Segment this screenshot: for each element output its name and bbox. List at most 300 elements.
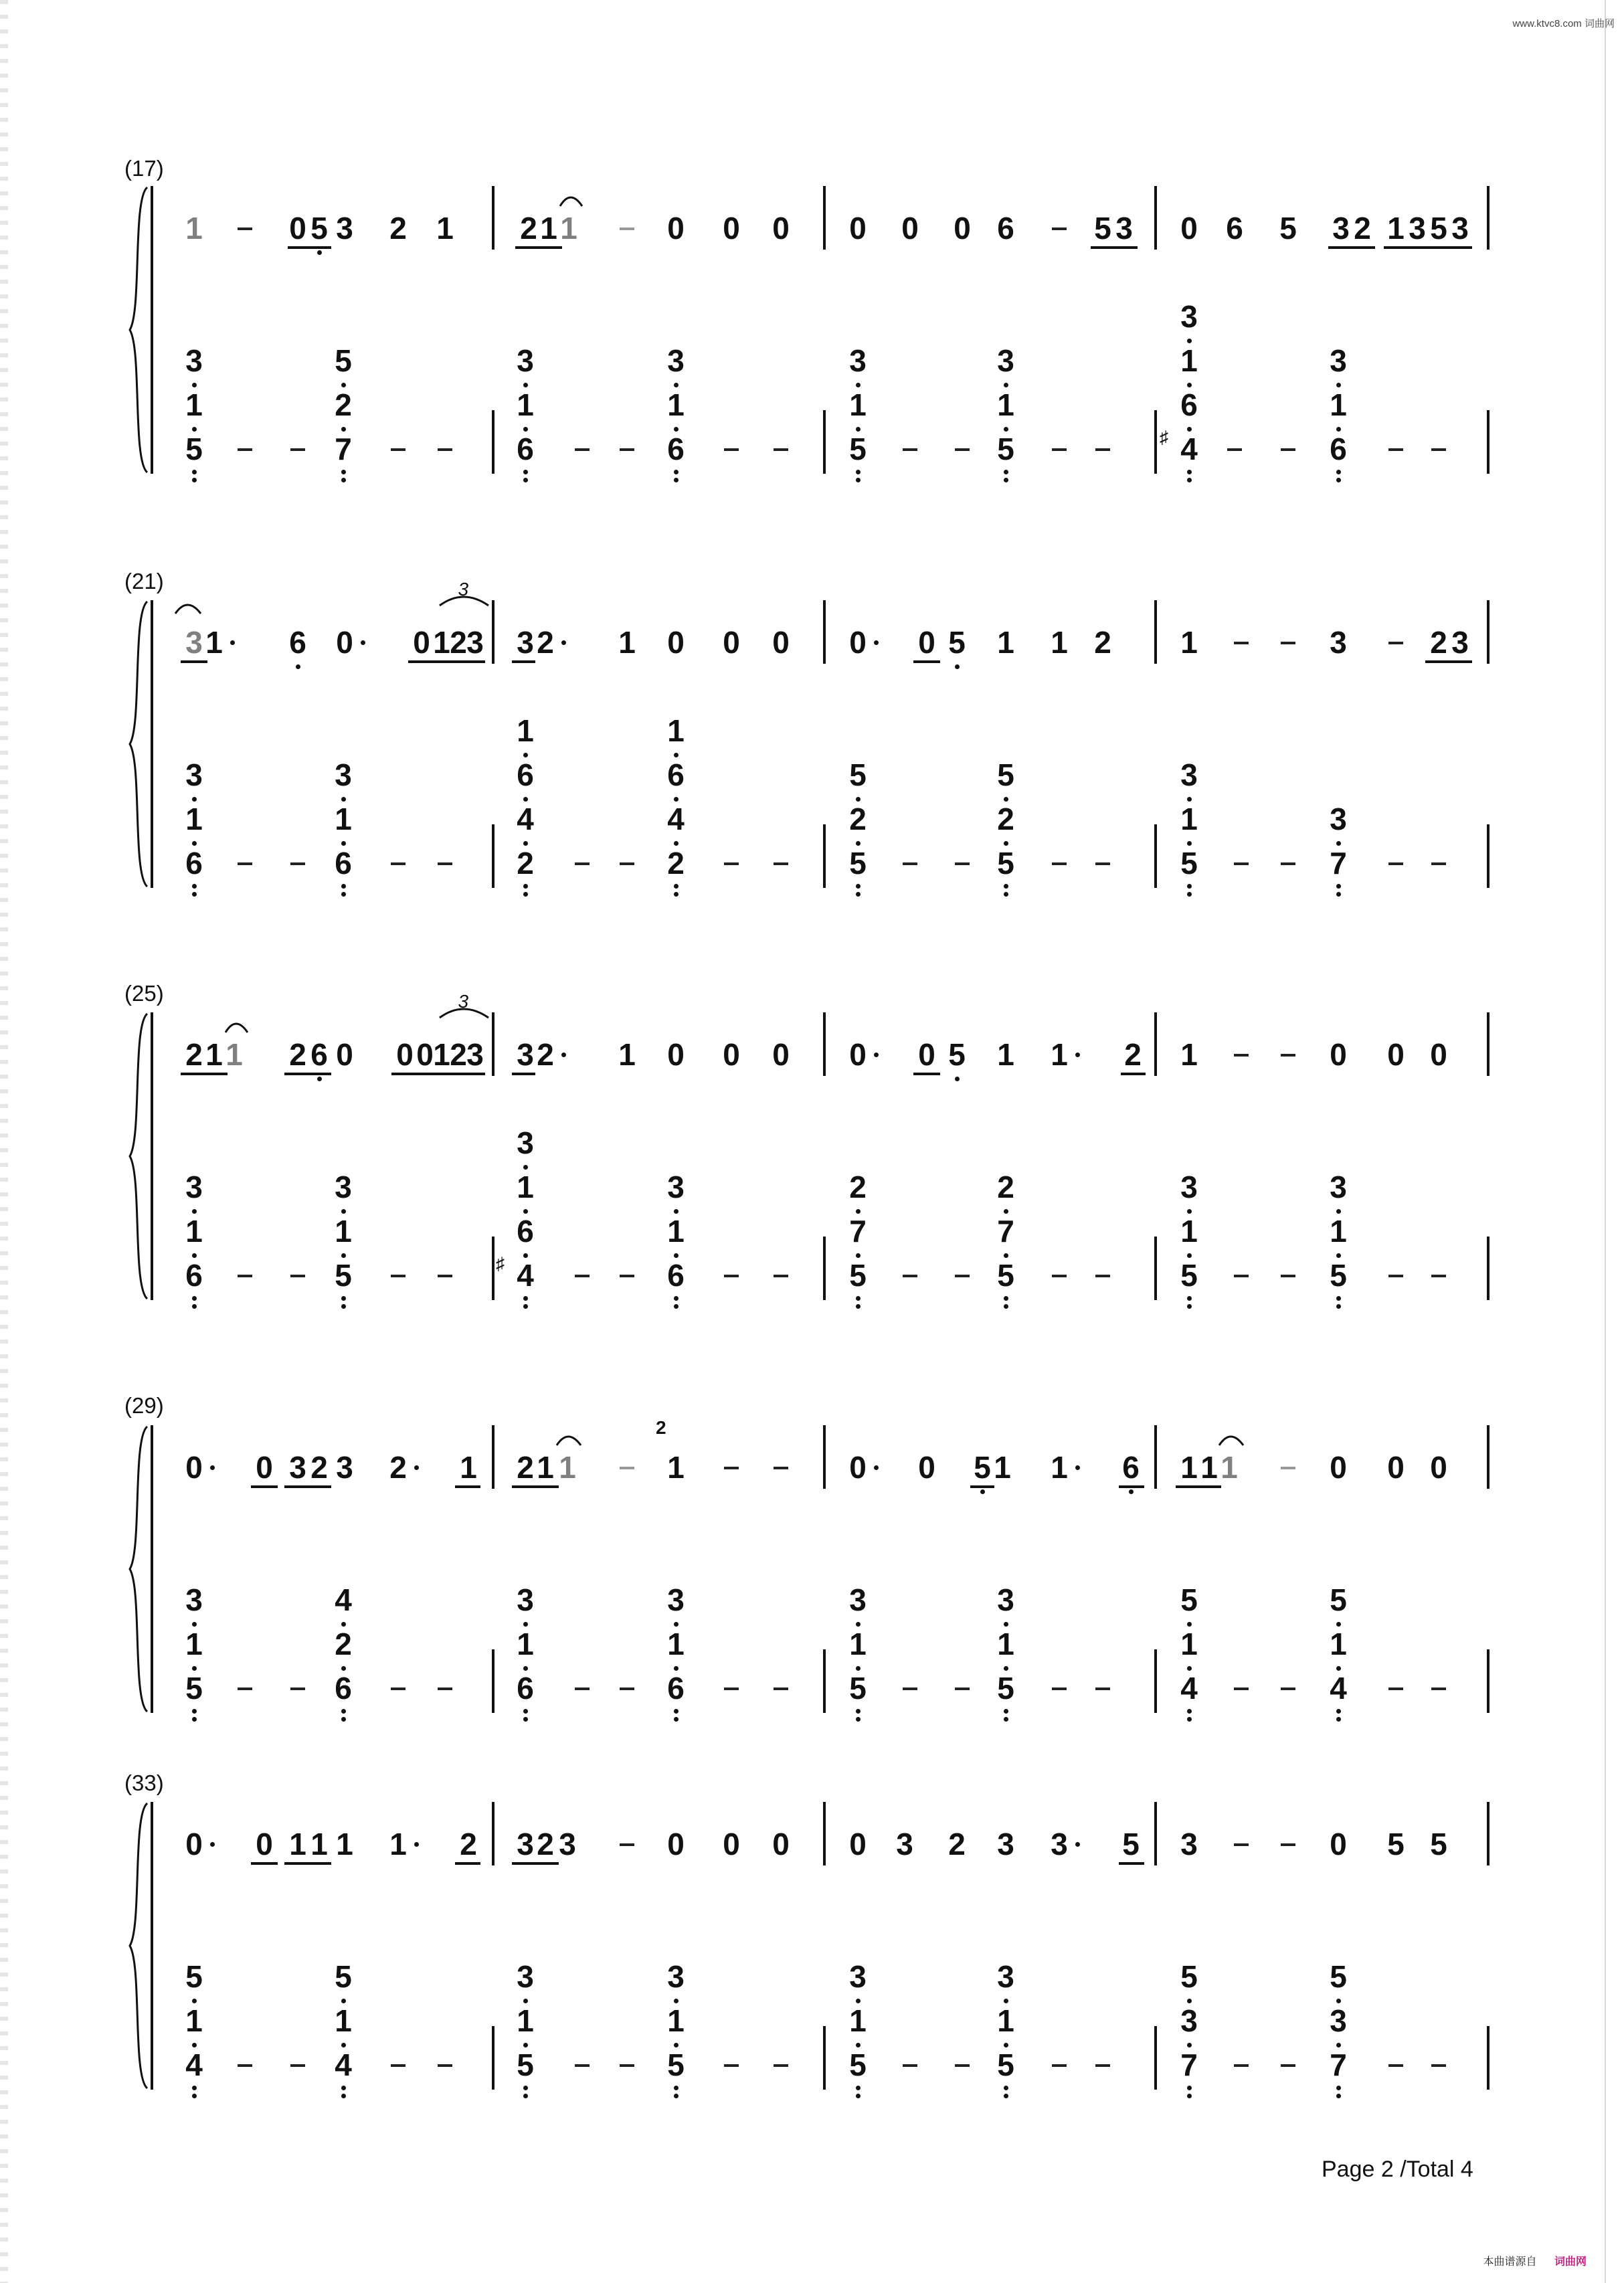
octave-dot <box>1004 1253 1008 1258</box>
octave-dot <box>192 892 197 897</box>
sustain-dash <box>1095 2064 1110 2067</box>
note-glyph: 1 <box>1180 1450 1198 1485</box>
barline-upper <box>1487 1802 1490 1865</box>
octave-dot <box>523 1253 528 1258</box>
sustain-dash <box>724 1687 739 1690</box>
note-glyph: 2 <box>520 211 537 246</box>
sustain-dash <box>620 862 634 865</box>
octave-dot <box>674 1999 679 2003</box>
sustain-dash <box>238 1687 252 1690</box>
note-glyph: 4 <box>1180 432 1198 466</box>
augmentation-dot <box>874 1053 879 1057</box>
note-glyph: 0 <box>772 625 790 660</box>
note-glyph: 5 <box>948 1037 966 1072</box>
note-glyph: 6 <box>517 1671 534 1706</box>
note-glyph: 1 <box>997 625 1014 660</box>
note-glyph: 5 <box>1122 1827 1140 1861</box>
barline-lower <box>1154 2026 1157 2090</box>
note-glyph: 0 <box>723 625 740 660</box>
octave-dot <box>341 383 346 387</box>
barline-upper <box>492 186 494 250</box>
note-glyph: 5 <box>974 1450 991 1485</box>
octave-dot <box>674 478 679 482</box>
note-glyph: 3 <box>849 1582 867 1617</box>
sustain-dash <box>438 2064 452 2067</box>
note-glyph: 2 <box>310 1450 328 1485</box>
note-glyph: 3 <box>1330 2003 1347 2038</box>
note-glyph: 2 <box>460 1827 477 1861</box>
octave-dot <box>674 753 679 757</box>
note-glyph: 2 <box>537 1037 554 1072</box>
barline-upper <box>823 600 826 664</box>
note-glyph: 0 <box>336 625 353 660</box>
octave-dot <box>317 1077 322 1081</box>
note-glyph: 3 <box>517 343 534 378</box>
note-glyph: 0 <box>1387 1450 1405 1485</box>
note-glyph: 5 <box>849 432 867 466</box>
beam-line <box>391 1073 485 1075</box>
note-glyph: 5 <box>1430 1827 1447 1861</box>
page-number: Page 2 /Total 4 <box>1322 2157 1473 2182</box>
sustain-dash <box>438 448 452 451</box>
note-glyph: 2 <box>997 1170 1014 1204</box>
note-glyph: 1 <box>618 1037 636 1072</box>
note-glyph: 5 <box>997 757 1014 792</box>
octave-dot <box>856 1666 861 1671</box>
octave-dot <box>1336 2043 1341 2047</box>
note-glyph: 6 <box>289 625 306 660</box>
note-glyph: 3 <box>997 1959 1014 1994</box>
sustain-dash <box>1388 1275 1403 1277</box>
octave-dot <box>674 2086 679 2090</box>
beam-line <box>455 1862 480 1865</box>
augmentation-dot <box>210 1842 215 1847</box>
system-start-barline <box>151 600 153 888</box>
note-glyph: 5 <box>185 432 203 466</box>
note-glyph: 1 <box>517 2003 534 2038</box>
octave-dot <box>341 2086 346 2090</box>
note-glyph: 1 <box>205 625 223 660</box>
octave-dot <box>856 478 861 482</box>
note-glyph: 5 <box>849 846 867 881</box>
note-glyph: 0 <box>1180 211 1198 246</box>
octave-dot <box>192 797 197 802</box>
note-glyph: 3 <box>185 757 203 792</box>
octave-dot <box>523 383 528 387</box>
augmentation-dot <box>414 1842 419 1847</box>
octave-dot <box>523 1709 528 1714</box>
note-glyph: 3 <box>1330 802 1347 836</box>
note-glyph: 6 <box>667 757 685 792</box>
note-glyph: 6 <box>667 1258 685 1293</box>
note-glyph: 0 <box>667 1037 685 1072</box>
note-glyph: 0 <box>1430 1037 1447 1072</box>
note-glyph: 1 <box>185 387 203 422</box>
note-glyph: 4 <box>517 802 534 836</box>
octave-dot <box>1336 1209 1341 1214</box>
note-glyph: 3 <box>185 343 203 378</box>
note-glyph: 3 <box>517 1959 534 1994</box>
note-glyph: 3 <box>1180 757 1198 792</box>
octave-dot <box>341 797 346 802</box>
note-glyph: 1 <box>205 1037 223 1072</box>
octave-dot <box>1004 841 1008 846</box>
note-glyph: 5 <box>1180 1258 1198 1293</box>
note-glyph: 1 <box>225 1037 243 1072</box>
beam-line <box>288 246 331 249</box>
note-glyph: 5 <box>849 2047 867 2082</box>
octave-dot <box>1336 1999 1341 2003</box>
barline-upper <box>492 1425 494 1489</box>
note-glyph: 1 <box>336 1827 353 1861</box>
note-glyph: 5 <box>1330 1959 1347 1994</box>
note-glyph: 1 <box>849 2003 867 2038</box>
sustain-dash <box>774 1275 788 1277</box>
octave-dot <box>523 1304 528 1309</box>
octave-dot <box>1129 1489 1134 1494</box>
note-glyph: 5 <box>1330 1582 1347 1617</box>
sustain-dash <box>238 862 252 865</box>
site-url <box>1512 16 1615 30</box>
octave-dot <box>523 1717 528 1722</box>
note-glyph: 0 <box>849 1037 867 1072</box>
note-glyph: 3 <box>896 1827 913 1861</box>
sharp-sign: ♯ <box>496 1253 505 1273</box>
note-glyph: 0 <box>667 1827 685 1861</box>
octave-dot <box>1187 1717 1192 1722</box>
octave-dot <box>192 1717 197 1722</box>
sustain-dash <box>391 2064 405 2067</box>
sustain-dash <box>1388 1687 1403 1690</box>
augmentation-dot <box>1075 1842 1080 1847</box>
note-glyph: 0 <box>849 1450 867 1485</box>
note-glyph: 2 <box>997 802 1014 836</box>
beam-line <box>1091 246 1138 249</box>
octave-dot <box>523 797 528 802</box>
note-glyph: 2 <box>1124 1037 1142 1072</box>
barline-lower <box>823 824 826 888</box>
sustain-dash <box>575 1275 590 1277</box>
octave-dot <box>523 753 528 757</box>
barline-lower <box>1487 410 1490 474</box>
note-glyph: 0 <box>185 1827 203 1861</box>
octave-dot <box>1336 1717 1341 1722</box>
note-glyph: 1 <box>185 2003 203 2038</box>
octave-dot <box>856 2086 861 2090</box>
measure-number: (29) <box>124 1393 164 1418</box>
octave-dot <box>1004 2094 1008 2098</box>
octave-dot <box>674 470 679 474</box>
sustain-dash <box>955 1687 970 1690</box>
note-glyph: 1 <box>997 387 1014 422</box>
sustain-dash <box>1052 227 1067 230</box>
note-glyph: 1 <box>1180 1037 1198 1072</box>
sustain-dash <box>238 227 252 230</box>
barline-upper <box>823 1425 826 1489</box>
octave-dot <box>1187 470 1192 474</box>
grand-staff-brace <box>127 1802 150 2090</box>
grand-staff-brace <box>127 186 150 474</box>
octave-dot <box>341 2043 346 2047</box>
sustain-dash <box>1431 1687 1446 1690</box>
barline-upper <box>823 1802 826 1865</box>
barline-upper <box>1487 186 1490 250</box>
note-glyph: 2 <box>389 1450 407 1485</box>
octave-dot <box>1187 892 1192 897</box>
sustain-dash <box>620 1687 634 1690</box>
barline-upper <box>823 186 826 250</box>
octave-dot <box>674 1209 679 1214</box>
note-glyph: 5 <box>997 2047 1014 2082</box>
note-glyph: 1 <box>310 1827 328 1861</box>
sustain-dash <box>1052 1275 1067 1277</box>
tie-arc <box>559 193 585 209</box>
barline-lower <box>823 1237 826 1300</box>
barline-upper <box>1154 186 1157 250</box>
beam-line <box>913 660 940 663</box>
note-glyph: 3 <box>997 343 1014 378</box>
octave-dot <box>674 1296 679 1301</box>
octave-dot <box>192 2086 197 2090</box>
note-glyph: 1 <box>335 802 352 836</box>
note-glyph: 1 <box>460 1450 477 1485</box>
sustain-dash <box>1234 1687 1249 1690</box>
octave-dot <box>192 1666 197 1671</box>
octave-dot <box>523 1622 528 1627</box>
scan-edge <box>0 0 8 2283</box>
barline-upper <box>1154 1012 1157 1076</box>
sustain-dash <box>903 862 917 865</box>
note-glyph: 3 <box>997 1827 1014 1861</box>
note-glyph: 3 <box>517 1125 534 1160</box>
octave-dot <box>1187 884 1192 889</box>
octave-dot <box>955 1077 960 1081</box>
octave-dot <box>1004 892 1008 897</box>
octave-dot <box>1336 383 1341 387</box>
note-glyph: 1 <box>185 1627 203 1661</box>
octave-dot <box>1187 841 1192 846</box>
octave-dot <box>1187 1999 1192 2003</box>
note-glyph: 6 <box>185 1258 203 1293</box>
note-glyph: 5 <box>997 432 1014 466</box>
octave-dot <box>192 1622 197 1627</box>
sustain-dash <box>575 1687 590 1690</box>
octave-dot <box>341 2094 346 2098</box>
sharp-sign: ♯ <box>1160 427 1168 447</box>
octave-dot <box>192 383 197 387</box>
note-glyph: 3 <box>1451 625 1469 660</box>
octave-dot <box>1004 1304 1008 1309</box>
octave-dot <box>1336 892 1341 897</box>
octave-dot <box>856 383 861 387</box>
triplet-mark: 3 <box>458 991 469 1012</box>
note-glyph: 1 <box>559 1450 576 1485</box>
octave-dot <box>1187 478 1192 482</box>
barline-upper <box>1487 1012 1490 1076</box>
octave-dot <box>523 892 528 897</box>
augmentation-dot <box>414 1465 419 1470</box>
note-glyph: 1 <box>1180 802 1198 836</box>
tie-arc <box>1218 1432 1246 1448</box>
augmentation-dot <box>361 640 365 645</box>
measure-number: (25) <box>124 981 164 1006</box>
octave-dot <box>674 892 679 897</box>
page-margin-line <box>1605 0 1606 2283</box>
sustain-dash <box>724 1275 739 1277</box>
note-glyph: 2 <box>517 1450 534 1485</box>
octave-dot <box>341 470 346 474</box>
sustain-dash <box>575 448 590 451</box>
measure-number: (17) <box>124 156 164 181</box>
octave-dot <box>523 2094 528 2098</box>
sustain-dash <box>1388 862 1403 865</box>
augmentation-dot <box>874 640 879 645</box>
sustain-dash <box>955 1275 970 1277</box>
note-glyph: 2 <box>948 1827 966 1861</box>
barline-upper <box>1154 1802 1157 1865</box>
note-glyph: 2 <box>537 625 554 660</box>
octave-dot <box>1004 1709 1008 1714</box>
note-glyph: 2 <box>1094 625 1111 660</box>
octave-dot <box>523 1999 528 2003</box>
octave-dot <box>856 2094 861 2098</box>
footer-source-text: 本曲谱源自 <box>1483 2256 1537 2268</box>
note-glyph: 3 <box>517 1037 534 1072</box>
octave-dot <box>1187 339 1192 343</box>
octave-dot <box>674 797 679 802</box>
note-glyph: 5 <box>1330 1258 1347 1293</box>
barline-lower <box>823 410 826 474</box>
octave-dot <box>296 664 300 669</box>
note-glyph: 0 <box>336 1037 353 1072</box>
sustain-dash <box>575 2064 590 2067</box>
grand-staff-brace <box>127 1425 150 1713</box>
sustain-dash <box>1281 1054 1295 1057</box>
sustain-dash <box>1095 1687 1110 1690</box>
octave-dot <box>1336 427 1341 432</box>
note-glyph: 3 <box>185 625 203 660</box>
note-glyph: 3 <box>335 757 352 792</box>
sustain-dash <box>1388 642 1403 644</box>
octave-dot <box>192 1304 197 1309</box>
grand-staff-brace <box>127 1012 150 1300</box>
note-glyph: 6 <box>1330 432 1347 466</box>
note-glyph: 3 <box>517 1827 534 1861</box>
note-glyph: 2 <box>537 1827 554 1861</box>
sustain-dash <box>774 1467 788 1469</box>
note-glyph: 0 <box>772 1037 790 1072</box>
octave-dot <box>856 1253 861 1258</box>
octave-dot <box>1336 1709 1341 1714</box>
sustain-dash <box>620 2064 634 2067</box>
grace-note-2: 2 <box>656 1417 666 1438</box>
note-glyph: 6 <box>517 1214 534 1249</box>
sustain-dash <box>391 1275 405 1277</box>
note-glyph: 0 <box>849 211 867 246</box>
beam-line <box>1384 246 1472 249</box>
sustain-dash <box>774 2064 788 2067</box>
note-glyph: 6 <box>335 846 352 881</box>
note-glyph: 5 <box>997 1258 1014 1293</box>
barline-lower <box>492 824 494 888</box>
octave-dot <box>674 1304 679 1309</box>
beam-line <box>1176 1485 1221 1488</box>
note-glyph: 2 <box>849 1170 867 1204</box>
sustain-dash <box>903 448 917 451</box>
note-glyph: 6 <box>667 432 685 466</box>
octave-dot <box>1187 1709 1192 1714</box>
octave-dot <box>523 427 528 432</box>
note-glyph: 7 <box>849 1214 867 1249</box>
note-glyph: 5 <box>849 1258 867 1293</box>
octave-dot <box>1187 383 1192 387</box>
sustain-dash <box>774 448 788 451</box>
octave-dot <box>523 1165 528 1170</box>
note-glyph: 5 <box>1094 211 1111 246</box>
note-glyph: 1 <box>185 802 203 836</box>
note-glyph: 5 <box>335 1258 352 1293</box>
footer-site-logo: 词曲网 <box>1554 2256 1587 2268</box>
beam-line <box>455 1485 480 1488</box>
beam-line <box>970 1485 994 1488</box>
sustain-dash <box>903 1275 917 1277</box>
note-glyph: 1 <box>1180 343 1198 378</box>
beam-line <box>284 1485 331 1488</box>
note-glyph: 6 <box>997 211 1014 246</box>
note-glyph: 0 <box>772 211 790 246</box>
sustain-dash <box>955 862 970 865</box>
note-glyph: 1 <box>667 1214 685 1249</box>
sustain-dash <box>620 227 634 230</box>
octave-dot <box>1336 470 1341 474</box>
octave-dot <box>1336 841 1341 846</box>
octave-dot <box>1004 1296 1008 1301</box>
note-glyph: 5 <box>1180 1582 1198 1617</box>
octave-dot <box>1187 1666 1192 1671</box>
note-glyph: 3 <box>1180 299 1198 334</box>
note-glyph: 5 <box>1430 211 1447 246</box>
sustain-dash <box>290 1687 305 1690</box>
system-start-barline <box>151 1012 153 1300</box>
barline-lower <box>823 1649 826 1713</box>
sustain-dash <box>1388 2064 1403 2067</box>
barline-upper <box>1154 1425 1157 1489</box>
note-glyph: 1 <box>1180 1627 1198 1661</box>
octave-dot <box>1004 470 1008 474</box>
octave-dot <box>523 841 528 846</box>
note-glyph: 0 <box>901 211 919 246</box>
octave-dot <box>341 1296 346 1301</box>
octave-dot <box>523 2086 528 2090</box>
octave-dot <box>523 478 528 482</box>
octave-dot <box>192 2043 197 2047</box>
note-glyph: 5 <box>948 625 966 660</box>
beam-line <box>1119 1862 1144 1865</box>
octave-dot <box>856 2043 861 2047</box>
beam-line <box>512 660 535 663</box>
sustain-dash <box>620 1467 634 1469</box>
octave-dot <box>523 2043 528 2047</box>
sustain-dash <box>774 1687 788 1690</box>
sustain-dash <box>620 448 634 451</box>
note-glyph: 4 <box>1180 1671 1198 1706</box>
barline-lower <box>1487 2026 1490 2090</box>
sustain-dash <box>1281 1843 1295 1846</box>
note-glyph: 7 <box>1330 846 1347 881</box>
octave-dot <box>341 841 346 846</box>
octave-dot <box>341 427 346 432</box>
note-glyph: 5 <box>849 1671 867 1706</box>
